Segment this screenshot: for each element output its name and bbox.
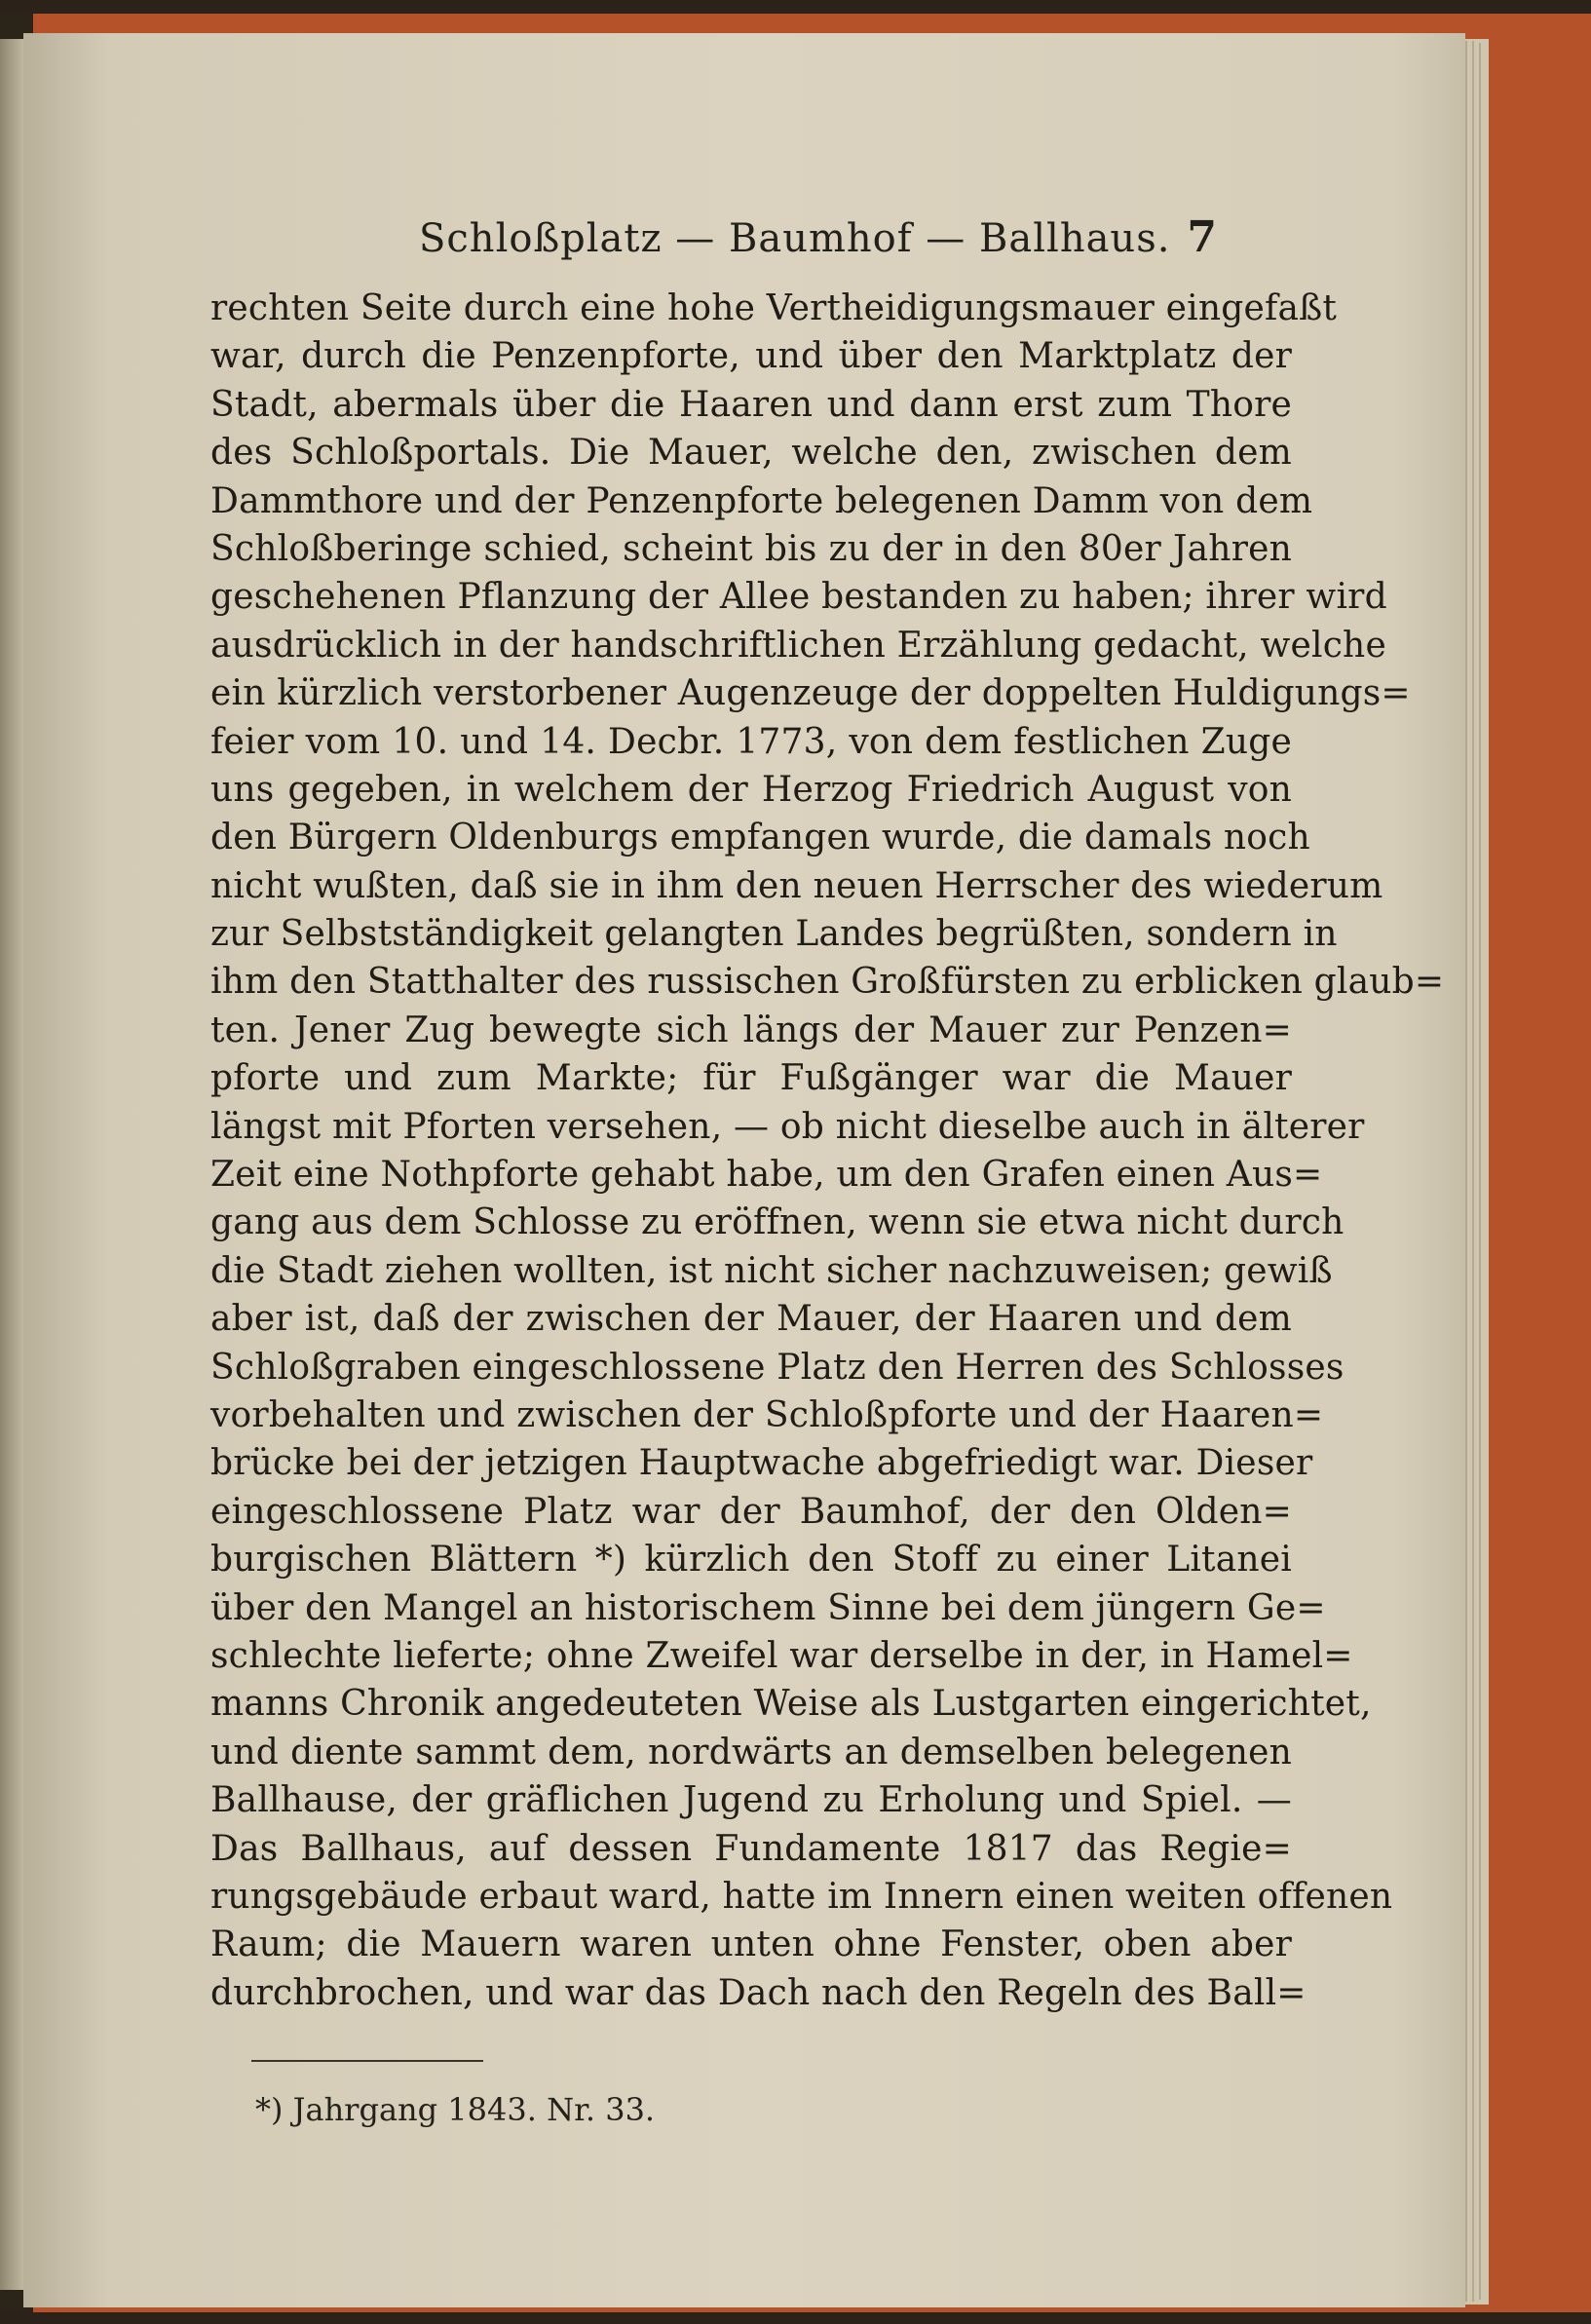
running-head: Schloßplatz — Baumhof — Ballhaus. xyxy=(419,216,1171,261)
text-line: ein kürzlich verstorbener Augenzeuge der doppelten Huldigungs= xyxy=(210,673,1411,714)
text-line: war, durch die Penzenpforte, und über den Marktplatz der xyxy=(210,336,1292,377)
text-line: des Schloßportals. Die Mauer, welche den, zwischen dem xyxy=(210,433,1292,474)
text-line: manns Chronik angedeuteten Weise als Lustgarten eingerichtet, xyxy=(210,1684,1372,1725)
text-line: ihm den Statthalter des russischen Großfürsten zu erblicken glaub= xyxy=(210,962,1445,1003)
page-number: 7 xyxy=(1187,212,1218,262)
text-line: längst mit Pforten versehen, — ob nicht dieselbe auch in älterer xyxy=(210,1106,1365,1147)
text-line: gang aus dem Schlosse zu eröffnen, wenn sie etwa nicht durch xyxy=(210,1202,1345,1243)
text-line: Stadt, abermals über die Haaren und dann erst zum Thore xyxy=(210,384,1292,425)
text-line: brücke bei der jetzigen Hauptwache abgefriedigt war. Dieser xyxy=(210,1443,1313,1484)
text-line: ten. Jener Zug bewegte sich längs der Mauer zur Penzen= xyxy=(210,1010,1292,1050)
text-line: pforte und zum Markte; für Fußgänger war die Mauer xyxy=(210,1058,1292,1099)
body-text xyxy=(210,285,1445,2017)
text-line: nicht wußten, daß sie in ihm den neuen Herrscher des wiederum xyxy=(210,865,1383,906)
footnote: *) Jahrgang 1843. Nr. 33. xyxy=(255,2091,656,2128)
text-line: die Stadt ziehen wollten, ist nicht sicher nachzuweisen; gewiß xyxy=(210,1250,1333,1291)
text-line: rungsgebäude erbaut ward, hatte im Innern einen weiten offenen xyxy=(210,1876,1393,1917)
text-line: durchbrochen, und war das Dach nach den Regeln des Ball= xyxy=(210,1972,1307,2013)
text-line: über den Mangel an historischem Sinne bei dem jüngern Ge= xyxy=(210,1587,1326,1628)
text-line: Schloßgraben eingeschlossene Platz den Herren des Schlosses xyxy=(210,1347,1345,1388)
text-line: geschehenen Pflanzung der Allee bestanden zu haben; ihrer wird xyxy=(210,577,1387,618)
text-line: ausdrücklich in der handschriftlichen Erzählung gedacht, welche xyxy=(210,625,1386,666)
page-header xyxy=(419,212,1218,262)
text-line: schlechte lieferte; ohne Zweifel war derselbe in der, in Hamel= xyxy=(210,1635,1353,1676)
text-line: Ballhause, der gräflichen Jugend zu Erholung und Spiel. — xyxy=(210,1780,1292,1821)
text-line: Raum; die Mauern waren unten ohne Fenster, oben aber xyxy=(210,1924,1292,1965)
text-line: feier vom 10. und 14. Decbr. 1773, von dem festlichen Zuge xyxy=(210,721,1292,762)
footnote-rule xyxy=(251,2060,483,2062)
text-line: zur Selbstständigkeit gelangten Landes begrüßten, sondern in xyxy=(210,914,1338,955)
text-line: Das Ballhaus, auf dessen Fundamente 1817 das Regie= xyxy=(210,1828,1292,1869)
text-line: den Bürgern Oldenburgs empfangen wurde, die damals noch xyxy=(210,818,1310,858)
text-line: und diente sammt dem, nordwärts an demselben belegenen xyxy=(210,1732,1292,1772)
text-line: Schloßberinge schied, scheint bis zu der in den 80er Jahren xyxy=(210,528,1292,569)
text-line: vorbehalten und zwischen der Schloßpforte und der Haaren= xyxy=(210,1394,1324,1435)
text-line: Zeit eine Nothpforte gehabt habe, um den Grafen einen Aus= xyxy=(210,1155,1323,1196)
text-line: rechten Seite durch eine hohe Vertheidigungsmauer eingefaßt xyxy=(210,288,1338,328)
text-line: eingeschlossene Platz war der Baumhof, der den Olden= xyxy=(210,1491,1292,1532)
text-line: uns gegeben, in welchem der Herzog Friedrich August von xyxy=(210,769,1292,810)
text-line: Dammthore und der Penzenpforte belegenen Damm von dem xyxy=(210,480,1313,521)
text-line: aber ist, daß der zwischen der Mauer, der Haaren und dem xyxy=(210,1299,1292,1340)
text-line: burgischen Blättern *) kürzlich den Stoff zu einer Litanei xyxy=(210,1540,1292,1581)
